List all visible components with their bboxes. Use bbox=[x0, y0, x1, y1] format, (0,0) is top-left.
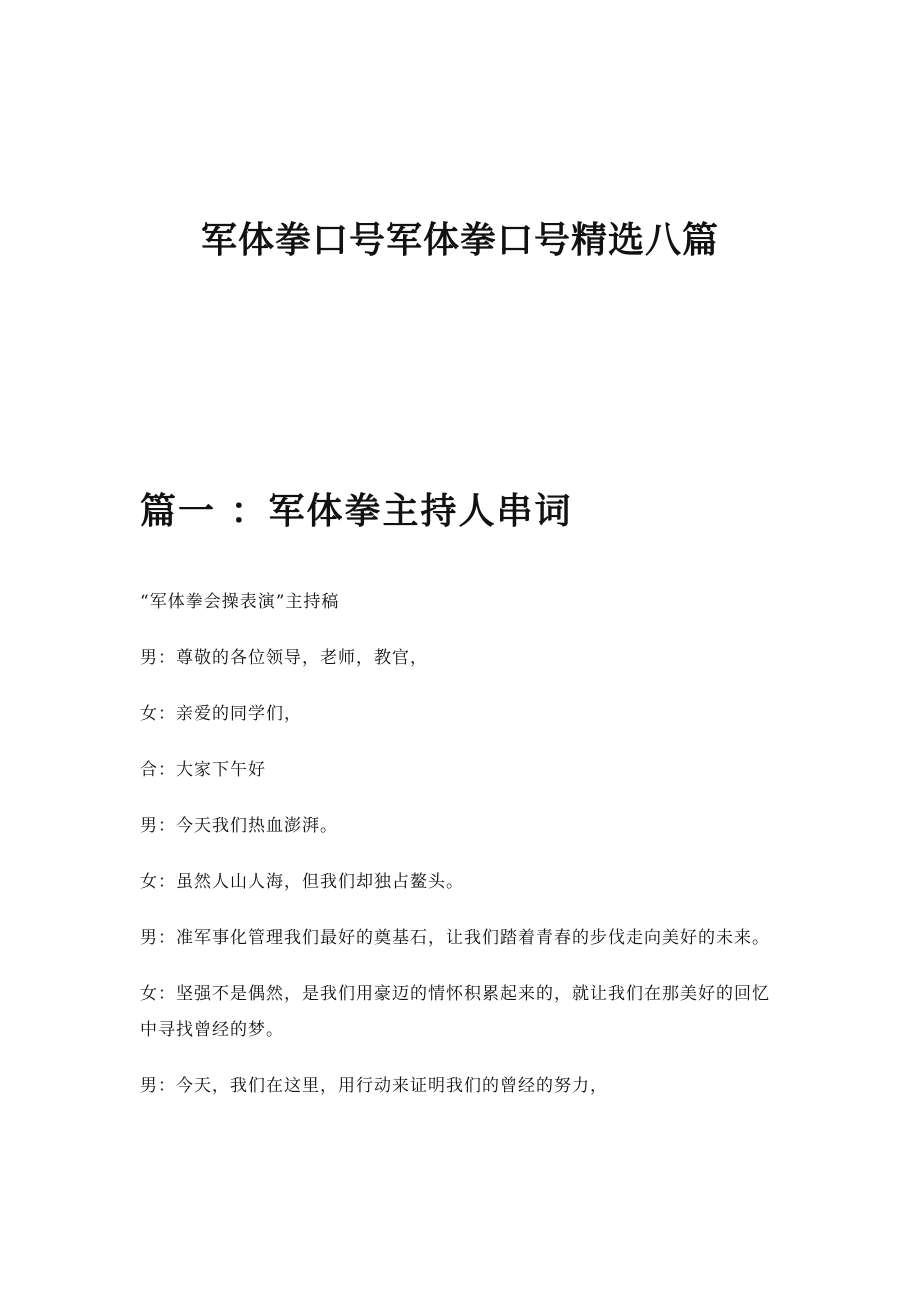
paragraph-line: 男：尊敬的各位领导，老师，教官， bbox=[140, 648, 428, 668]
document-body bbox=[140, 584, 780, 1124]
paragraph-line: 女：坚强不是偶然，是我们用豪迈的情怀积累起来的，就让我们在那美好的回忆中寻找曾经的梦。 bbox=[140, 984, 770, 1040]
paragraph-line: 男：准军事化管理我们最好的奠基石，让我们踏着青春的步伐走向美好的未来。 bbox=[140, 928, 770, 948]
paragraph-line: 女：亲爱的同学们， bbox=[140, 704, 302, 724]
section-heading: 篇一 ：军体拳主持人串词 bbox=[140, 490, 573, 532]
document-title: 军体拳口号军体拳口号精选八篇 bbox=[200, 219, 719, 261]
paragraph-script-title: “军体拳会操表演”主持稿 bbox=[140, 592, 340, 612]
paragraph-line: 男：今天，我们在这里，用行动来证明我们的曾经的努力， bbox=[140, 1076, 608, 1096]
paragraph-line: 合：大家下午好 bbox=[140, 760, 266, 780]
paragraph-line: 男：今天我们热血澎湃。 bbox=[140, 816, 338, 836]
paragraph-line: 女：虽然人山人海，但我们却独占鳌头。 bbox=[140, 872, 464, 892]
